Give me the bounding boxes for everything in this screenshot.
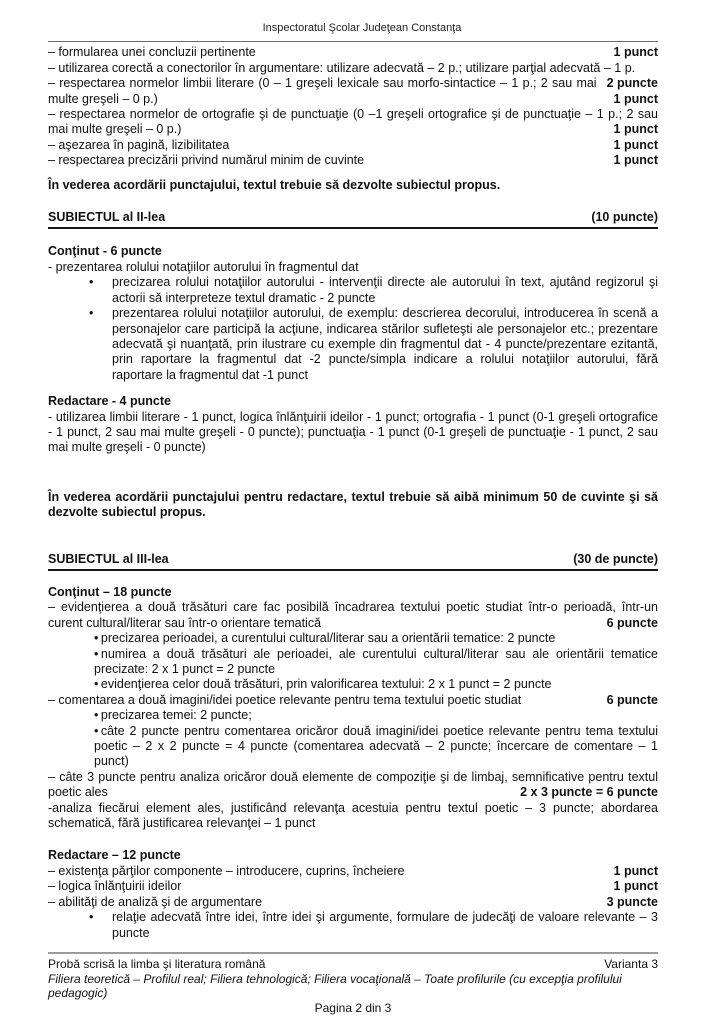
criterion-row bbox=[48, 107, 658, 138]
subject2-header bbox=[48, 210, 658, 229]
document-body bbox=[48, 45, 658, 941]
subject2-continut-bullets bbox=[48, 275, 658, 383]
subject3-analysis-note: -analiza fiecărui element ales, justificând relevanţa acestuia pentru textul poetic – 3 puncte; abordarea schematică, fără justificarea relevanţei – 1 punct bbox=[48, 800, 658, 831]
subject2-title: SUBIECTUL al II-lea bbox=[48, 210, 166, 225]
subject2-continut-heading: Conţinut - 6 puncte bbox=[48, 244, 162, 259]
bullet-item: • relaţie adecvată între idei, între idei şi argumente, formulare de judecăţi de valoare relevante – 3 puncte bbox=[48, 910, 658, 941]
criterion-text: – utilizarea corectă a conectorilor în argumentare: utilizare adecvată – 2 p.; utilizare parţial adecvată – 1 p. bbox=[48, 60, 636, 75]
institution-title: Inspectoratul Şcolar Judeţean Constanţa bbox=[262, 22, 462, 34]
subject3-item1-bullets bbox=[48, 631, 658, 693]
points-value: 1 punct bbox=[613, 137, 658, 152]
footer-exam-row bbox=[48, 957, 658, 972]
criterion-text: – respectarea normelor limbii literare (0 – 1 greşeli lexicale sau morfo-sintactice – 1 p.; 2 sau mai multe greşeli – 0 p.) bbox=[48, 76, 597, 106]
criterion-row bbox=[48, 153, 658, 168]
subject3-total-points: (30 de puncte) bbox=[573, 551, 658, 566]
criterion-text: – câte 3 puncte pentru analiza oricăror două elemente de compoziţie şi de limbaj, semnificative pentru textul poetic ales bbox=[48, 769, 658, 800]
criterion-text: – formularea unei concluzii pertinente bbox=[48, 45, 256, 60]
points-value: 2 x 3 puncte = 6 puncte bbox=[520, 785, 658, 800]
bullet-item: • precizarea rolului notaţiilor autorului - intervenţii directe ale autorului în text, ajutând regizorul şi actorii să interpreteze textul dramatic - 2 puncte bbox=[48, 275, 658, 306]
footer-divider bbox=[48, 952, 658, 954]
intro-criteria-list bbox=[48, 45, 658, 168]
document-header bbox=[0, 0, 724, 36]
subject2-continut-intro: - prezentarea rolului notaţiilor autorului în fragmentul dat bbox=[48, 259, 359, 274]
subject2-total-points: (10 puncte) bbox=[591, 210, 658, 225]
bullet-item: • precizarea temei: 2 puncte; bbox=[94, 708, 658, 723]
bullet-item: • evidenţierea celor două trăsături, prin valorificarea textului: 2 x 1 punct = 2 puncte bbox=[94, 677, 658, 692]
bullet-item: • numirea a două trăsături ale perioadei, ale curentului cultural/literar sau ale orientării tematice precizate: 2 x 1 punct = 2 puncte bbox=[94, 647, 658, 678]
footer-page-number: Pagina 2 din 3 bbox=[314, 1000, 392, 1015]
subject3-item2-bullets bbox=[48, 708, 658, 770]
points-value: 2 puncte bbox=[606, 76, 658, 91]
subject3-continut-heading: Conţinut – 18 puncte bbox=[48, 584, 172, 599]
criterion-row bbox=[48, 693, 658, 708]
points-value: 1 punct bbox=[613, 45, 658, 60]
header-divider bbox=[48, 41, 658, 42]
criterion-text: – aşezarea în pagină, lizibilitatea bbox=[48, 137, 230, 152]
criterion-row bbox=[48, 76, 658, 107]
points-value: 1 punct bbox=[613, 122, 658, 137]
criterion-text: – respectarea precizării privind numărul minim de cuvinte bbox=[48, 153, 365, 168]
page-footer bbox=[48, 952, 658, 1015]
subject2-redactare-heading: Redactare - 4 puncte bbox=[48, 394, 171, 409]
criterion-text: – abilităţi de analiză şi de argumentare bbox=[48, 894, 263, 909]
subject2-redactare-text: - utilizarea limbii literare - 1 punct, logica înlănţuirii ideilor - 1 punct; ortografia - 1 punct (0-1 greşeli ortografice - 1 punct, 2 sau mai multe greşeli - 0 puncte); punctuaţia - 1 punct (0-1 greşeli de punctuaţie - 1 punct, 2 sau mai multe greşeli - 0 puncte) bbox=[48, 409, 658, 455]
criterion-row bbox=[48, 600, 658, 631]
subject3-header bbox=[48, 552, 658, 571]
criterion-text: – existenţa părţilor componente – introducere, cuprins, încheiere bbox=[48, 863, 405, 878]
subject3-redactare-list bbox=[48, 864, 658, 941]
points-value: 6 puncte bbox=[606, 615, 658, 630]
points-value: 3 puncte bbox=[606, 894, 658, 909]
criterion-row bbox=[48, 879, 658, 894]
footer-filiera-line: Filiera teoretică – Profilul real; Filiera tehnologică; Filiera vocaţională – Toate profilurile (cu excepţia profilului pedagogic) bbox=[48, 971, 622, 1000]
points-value: 1 punct bbox=[613, 153, 658, 168]
criterion-row bbox=[48, 138, 658, 153]
footer-exam-title: Probă scrisă la limba şi literatura română bbox=[48, 957, 266, 971]
bullet-item: • prezentarea rolului notaţiilor autorului, de exemplu: descrierea decorului, introducerea în scenă a personajelor care participă la acţiune, indicarea stărilor sufleteşti ale personajelor etc.; prezentare adecvată şi nuanţată, prin ilustrare cu exemple din fragmentul dat - 4 puncte/prezentare ezitantă, prin raportare la fragmentul dat -2 puncte/simpla indicare a rolului notaţiilor autorului, fără raportare la fragmentul dat -1 punct bbox=[48, 306, 658, 383]
points-value: 1 punct bbox=[613, 863, 658, 878]
bullet-item: • câte 2 puncte pentru comentarea oricăror două imagini/idei poetice relevante pentru tema textului poetic – 2 x 2 puncte = 4 puncte (comentarea adecvată – 2 puncte; încercare de comentare – 1 punct) bbox=[94, 724, 658, 770]
criterion-text: – respectarea normelor de ortografie şi de punctuaţie (0 –1 greşeli ortografice şi de punctuaţie – 1 p.; 2 sau mai multe greşeli – 0 p.) bbox=[48, 107, 658, 137]
criterion-row bbox=[48, 45, 658, 60]
criterion-row bbox=[48, 770, 658, 801]
subject3-title: SUBIECTUL al III-lea bbox=[48, 551, 169, 566]
scoring-note-subject1: În vederea acordării punctajului, textul trebuie să dezvolte subiectul propus. bbox=[48, 177, 501, 192]
points-value: 1 punct bbox=[613, 91, 658, 106]
criterion-row bbox=[48, 895, 658, 910]
criterion-text: – evidenţierea a două trăsături care fac posibilă încadrarea textului poetic studiat într-o perioadă, într-un curent cultural/literar sau într-o orientare tematică bbox=[48, 600, 658, 630]
footer-variant: Varianta 3 bbox=[604, 957, 658, 971]
points-value: 1 punct bbox=[613, 879, 658, 894]
points-value: 6 puncte bbox=[606, 692, 658, 707]
subject3-redactare-heading: Redactare – 12 puncte bbox=[48, 848, 181, 863]
criterion-row bbox=[48, 864, 658, 879]
scoring-note-subject2: În vederea acordării punctajului pentru redactare, textul trebuie să aibă minimum 50 de cuvinte şi să dezvolte subiectul propus. bbox=[48, 489, 658, 520]
criterion-text: – logica înlănţuirii ideilor bbox=[48, 879, 182, 894]
bullet-item: • precizarea perioadei, a curentului cultural/literar sau a orientării tematice: 2 puncte bbox=[94, 631, 658, 646]
criterion-text: – comentarea a două imagini/idei poetice relevante pentru tema textului poetic studiat bbox=[48, 692, 522, 707]
